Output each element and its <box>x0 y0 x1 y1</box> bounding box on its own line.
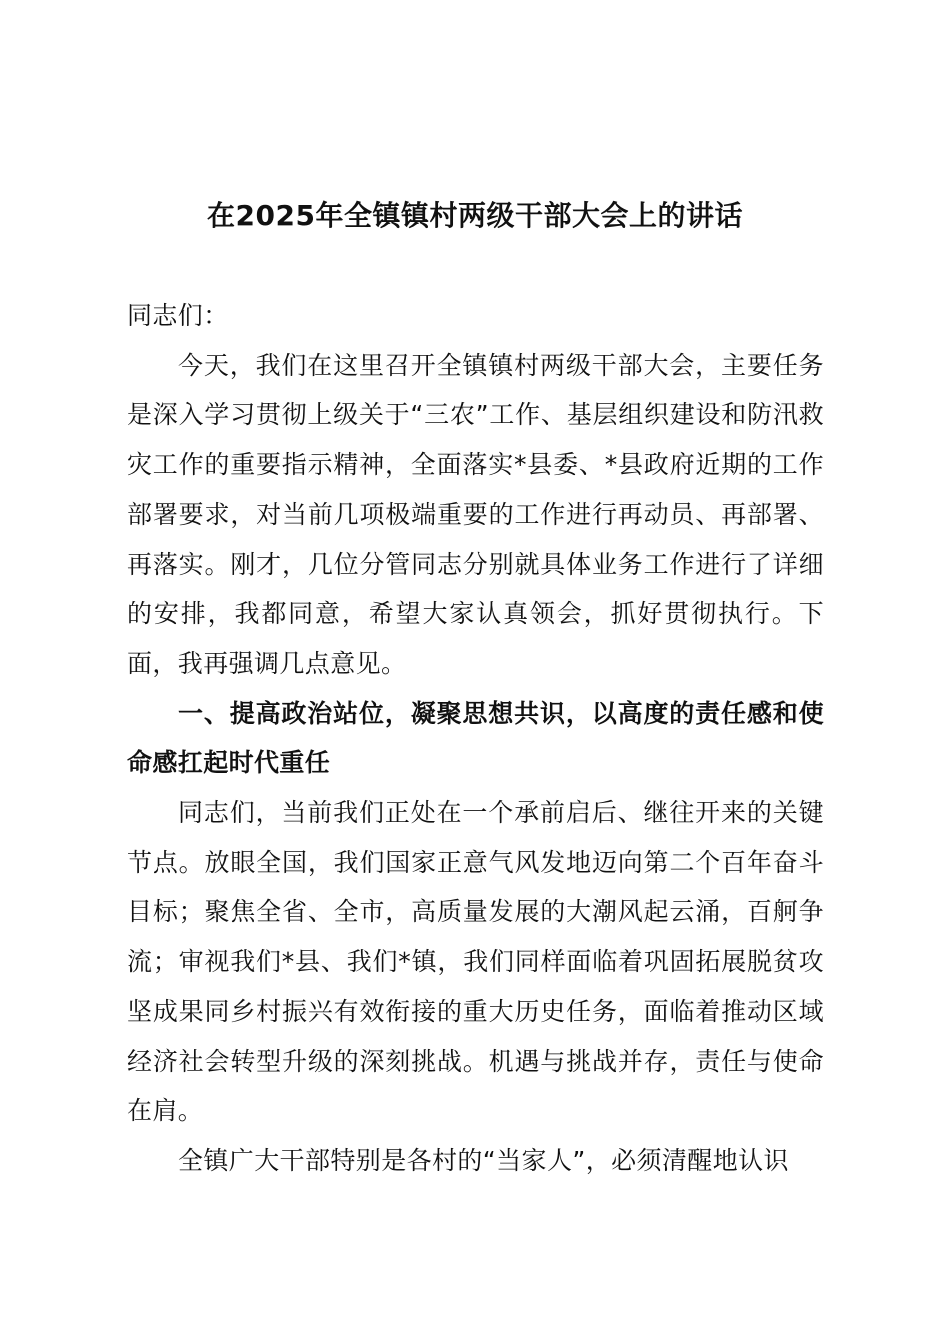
paragraph-intro: 今天，我们在这里召开全镇镇村两级干部大会，主要任务是深入学习贯彻上级关于“三农”工作、基层组织建设和防汛救灾工作的重要指示精神，全面落实*县委、*县政府近期的工作部署要求，对当前几项极端重要的工作进行再动员、再部署、再落实。刚才，几位分管同志分别就具体业务工作进行了详细的安排，我都同意，希望大家认真领会，抓好贯彻执行。下面，我再强调几点意见。 <box>127 350 824 678</box>
greeting: 同志们： <box>127 301 229 330</box>
paragraph-situation: 同志们，当前我们正处在一个承前启后、继往开来的关键节点。放眼全国，我们国家正意气风发地迈向第二个百年奋斗目标；聚焦全省、全市，高质量发展的大潮风起云涌，百舸争流；审视我们*县、我们*镇，我们同样面临着巩固拓展脱贫攻坚成果同乡村振兴有效衔接的重大历史任务，面临着推动区域经济社会转型升级的深刻挑战。机遇与挑战并存，责任与使命在肩。 <box>127 798 824 1126</box>
document-body <box>127 291 824 1186</box>
document-title: 在2025年全镇镇村两级干部大会上的讲话 <box>207 199 743 232</box>
paragraph-cadres: 全镇广大干部特别是各村的“当家人”，必须清醒地认识 <box>178 1145 789 1175</box>
section-heading-1: 一、提高政治站位，凝聚思想共识，以高度的责任感和使命感扛起时代重任 <box>127 698 824 778</box>
